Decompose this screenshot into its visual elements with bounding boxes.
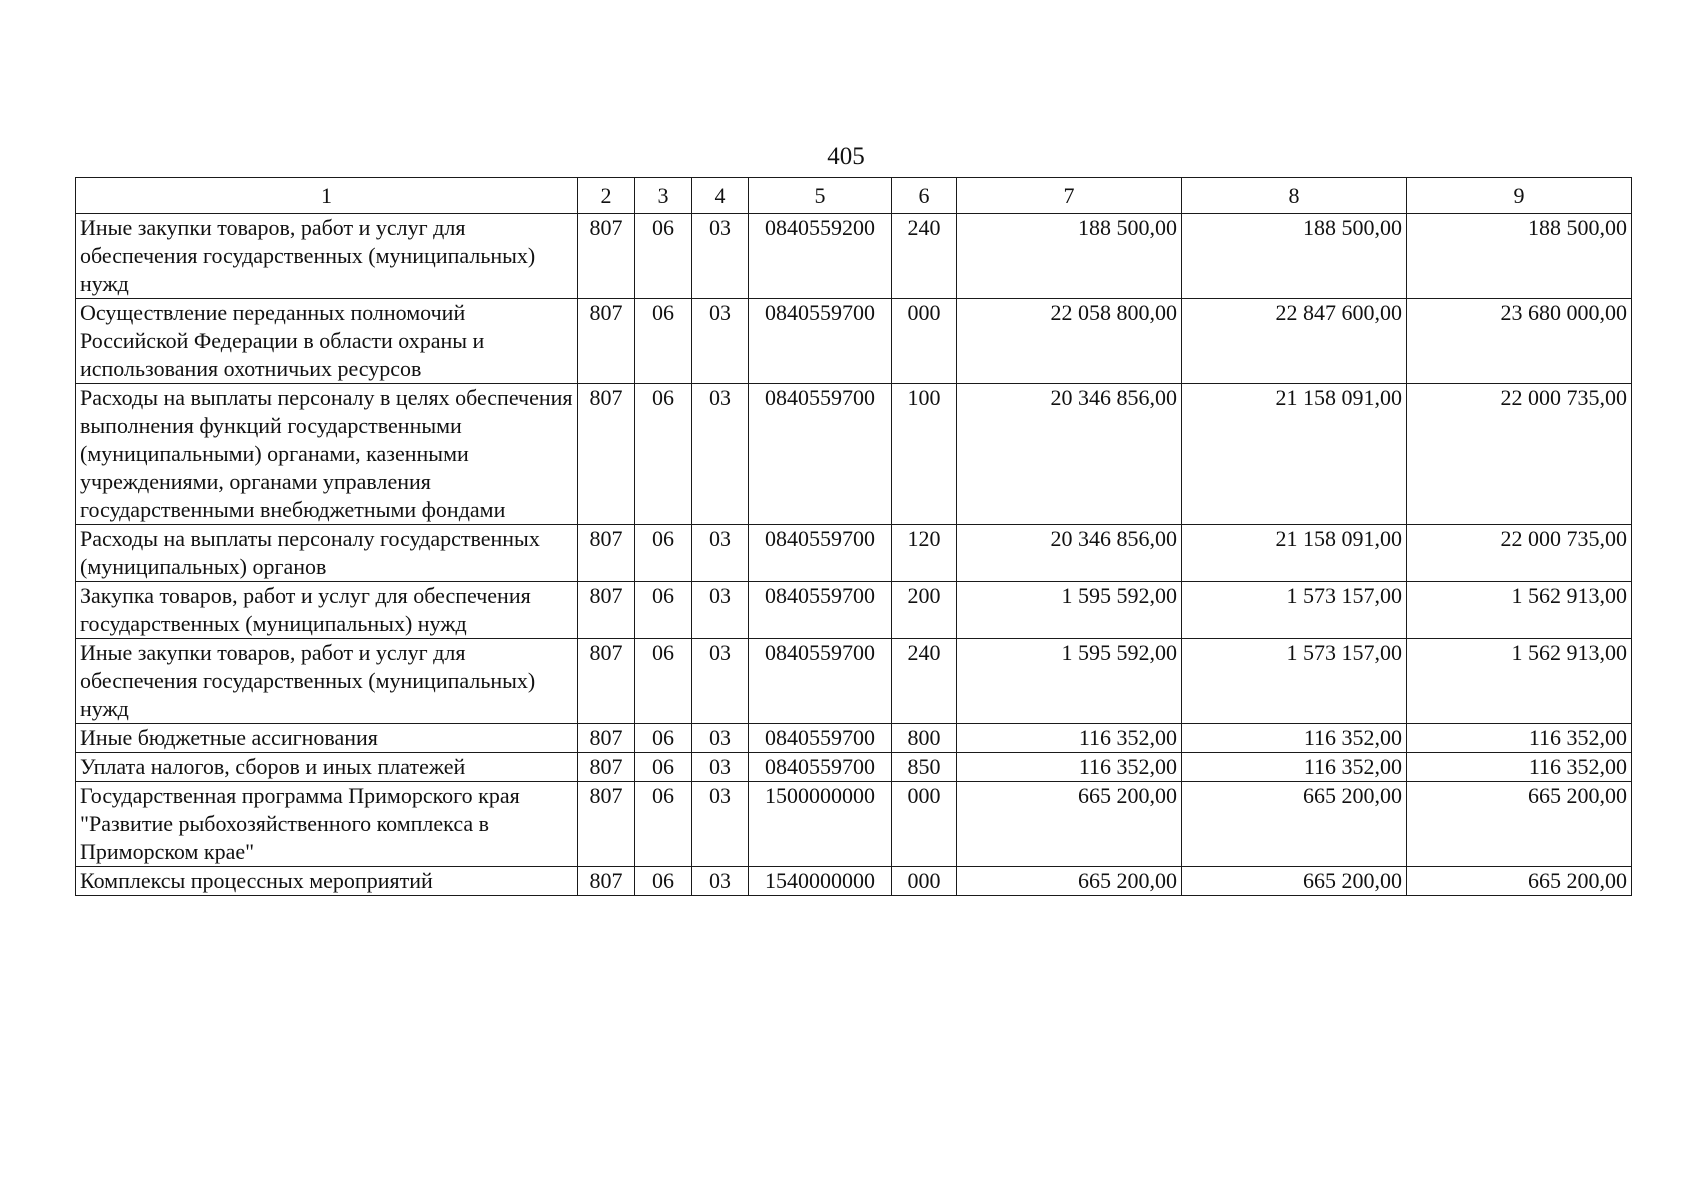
ministry-code: 807 xyxy=(578,782,635,867)
amount-col8: 22 847 600,00 xyxy=(1182,299,1407,384)
column-header: 3 xyxy=(635,178,692,214)
expense-name: Иные закупки товаров, работ и услуг для обеспечения государственных (муниципальных) нужд xyxy=(76,639,578,724)
table-row xyxy=(76,724,1632,753)
expense-type-code: 000 xyxy=(892,782,957,867)
amount-col7: 116 352,00 xyxy=(957,753,1182,782)
expense-type-code: 000 xyxy=(892,299,957,384)
target-article-code: 1540000000 xyxy=(749,867,892,896)
column-header: 6 xyxy=(892,178,957,214)
expense-name: Иные бюджетные ассигнования xyxy=(76,724,578,753)
amount-col8: 1 573 157,00 xyxy=(1182,639,1407,724)
ministry-code: 807 xyxy=(578,384,635,525)
column-header: 9 xyxy=(1407,178,1632,214)
target-article-code: 1500000000 xyxy=(749,782,892,867)
amount-col8: 665 200,00 xyxy=(1182,867,1407,896)
section-code: 06 xyxy=(635,782,692,867)
amount-col9: 22 000 735,00 xyxy=(1407,384,1632,525)
ministry-code: 807 xyxy=(578,867,635,896)
amount-col7: 116 352,00 xyxy=(957,724,1182,753)
amount-col9: 116 352,00 xyxy=(1407,724,1632,753)
section-code: 06 xyxy=(635,753,692,782)
table-row xyxy=(76,753,1632,782)
expense-name: Закупка товаров, работ и услуг для обеспечения государственных (муниципальных) нужд xyxy=(76,582,578,639)
target-article-code: 0840559700 xyxy=(749,753,892,782)
expense-name: Государственная программа Приморского края "Развитие рыбохозяйственного комплекса в Приморском крае" xyxy=(76,782,578,867)
target-article-code: 0840559700 xyxy=(749,582,892,639)
target-article-code: 0840559200 xyxy=(749,214,892,299)
ministry-code: 807 xyxy=(578,753,635,782)
subsection-code: 03 xyxy=(692,867,749,896)
section-code: 06 xyxy=(635,867,692,896)
expense-name: Расходы на выплаты персоналу в целях обеспечения выполнения функций государственными (муниципальными) органами, казенными учреждениями, органами управления государственными внебюджетными фондами xyxy=(76,384,578,525)
target-article-code: 0840559700 xyxy=(749,639,892,724)
column-header: 2 xyxy=(578,178,635,214)
column-header: 5 xyxy=(749,178,892,214)
expense-name: Уплата налогов, сборов и иных платежей xyxy=(76,753,578,782)
subsection-code: 03 xyxy=(692,299,749,384)
header-row xyxy=(76,178,1632,214)
amount-col8: 21 158 091,00 xyxy=(1182,525,1407,582)
subsection-code: 03 xyxy=(692,525,749,582)
budget-table xyxy=(75,177,1632,896)
expense-type-code: 240 xyxy=(892,639,957,724)
expense-type-code: 800 xyxy=(892,724,957,753)
table-row xyxy=(76,525,1632,582)
expense-name: Иные закупки товаров, работ и услуг для обеспечения государственных (муниципальных) нужд xyxy=(76,214,578,299)
amount-col9: 23 680 000,00 xyxy=(1407,299,1632,384)
amount-col9: 1 562 913,00 xyxy=(1407,582,1632,639)
table-row xyxy=(76,582,1632,639)
amount-col8: 188 500,00 xyxy=(1182,214,1407,299)
column-header: 7 xyxy=(957,178,1182,214)
column-header: 8 xyxy=(1182,178,1407,214)
amount-col9: 116 352,00 xyxy=(1407,753,1632,782)
section-code: 06 xyxy=(635,525,692,582)
subsection-code: 03 xyxy=(692,384,749,525)
expense-type-code: 000 xyxy=(892,867,957,896)
ministry-code: 807 xyxy=(578,639,635,724)
ministry-code: 807 xyxy=(578,299,635,384)
table-row xyxy=(76,299,1632,384)
expense-name: Осуществление переданных полномочий Российской Федерации в области охраны и использования охотничьих ресурсов xyxy=(76,299,578,384)
expense-type-code: 100 xyxy=(892,384,957,525)
amount-col9: 665 200,00 xyxy=(1407,782,1632,867)
amount-col8: 116 352,00 xyxy=(1182,724,1407,753)
ministry-code: 807 xyxy=(578,214,635,299)
expense-type-code: 200 xyxy=(892,582,957,639)
expense-type-code: 240 xyxy=(892,214,957,299)
amount-col9: 665 200,00 xyxy=(1407,867,1632,896)
amount-col7: 22 058 800,00 xyxy=(957,299,1182,384)
amount-col8: 665 200,00 xyxy=(1182,782,1407,867)
subsection-code: 03 xyxy=(692,782,749,867)
amount-col7: 665 200,00 xyxy=(957,867,1182,896)
column-header: 4 xyxy=(692,178,749,214)
table-row xyxy=(76,384,1632,525)
subsection-code: 03 xyxy=(692,214,749,299)
section-code: 06 xyxy=(635,214,692,299)
subsection-code: 03 xyxy=(692,753,749,782)
amount-col8: 116 352,00 xyxy=(1182,753,1407,782)
section-code: 06 xyxy=(635,639,692,724)
section-code: 06 xyxy=(635,724,692,753)
ministry-code: 807 xyxy=(578,582,635,639)
expense-name: Расходы на выплаты персоналу государственных (муниципальных) органов xyxy=(76,525,578,582)
target-article-code: 0840559700 xyxy=(749,724,892,753)
amount-col7: 20 346 856,00 xyxy=(957,384,1182,525)
subsection-code: 03 xyxy=(692,582,749,639)
amount-col8: 1 573 157,00 xyxy=(1182,582,1407,639)
column-header: 1 xyxy=(76,178,578,214)
ministry-code: 807 xyxy=(578,525,635,582)
subsection-code: 03 xyxy=(692,639,749,724)
amount-col8: 21 158 091,00 xyxy=(1182,384,1407,525)
amount-col9: 1 562 913,00 xyxy=(1407,639,1632,724)
table-row xyxy=(76,639,1632,724)
section-code: 06 xyxy=(635,582,692,639)
subsection-code: 03 xyxy=(692,724,749,753)
expense-name: Комплексы процессных мероприятий xyxy=(76,867,578,896)
amount-col7: 20 346 856,00 xyxy=(957,525,1182,582)
target-article-code: 0840559700 xyxy=(749,299,892,384)
expense-type-code: 120 xyxy=(892,525,957,582)
section-code: 06 xyxy=(635,384,692,525)
target-article-code: 0840559700 xyxy=(749,384,892,525)
section-code: 06 xyxy=(635,299,692,384)
amount-col7: 1 595 592,00 xyxy=(957,582,1182,639)
amount-col9: 22 000 735,00 xyxy=(1407,525,1632,582)
table-row xyxy=(76,782,1632,867)
amount-col7: 665 200,00 xyxy=(957,782,1182,867)
page-number: 405 xyxy=(827,143,865,170)
amount-col7: 1 595 592,00 xyxy=(957,639,1182,724)
ministry-code: 807 xyxy=(578,724,635,753)
amount-col7: 188 500,00 xyxy=(957,214,1182,299)
expense-type-code: 850 xyxy=(892,753,957,782)
table-row xyxy=(76,214,1632,299)
table-row xyxy=(76,867,1632,896)
target-article-code: 0840559700 xyxy=(749,525,892,582)
amount-col9: 188 500,00 xyxy=(1407,214,1632,299)
